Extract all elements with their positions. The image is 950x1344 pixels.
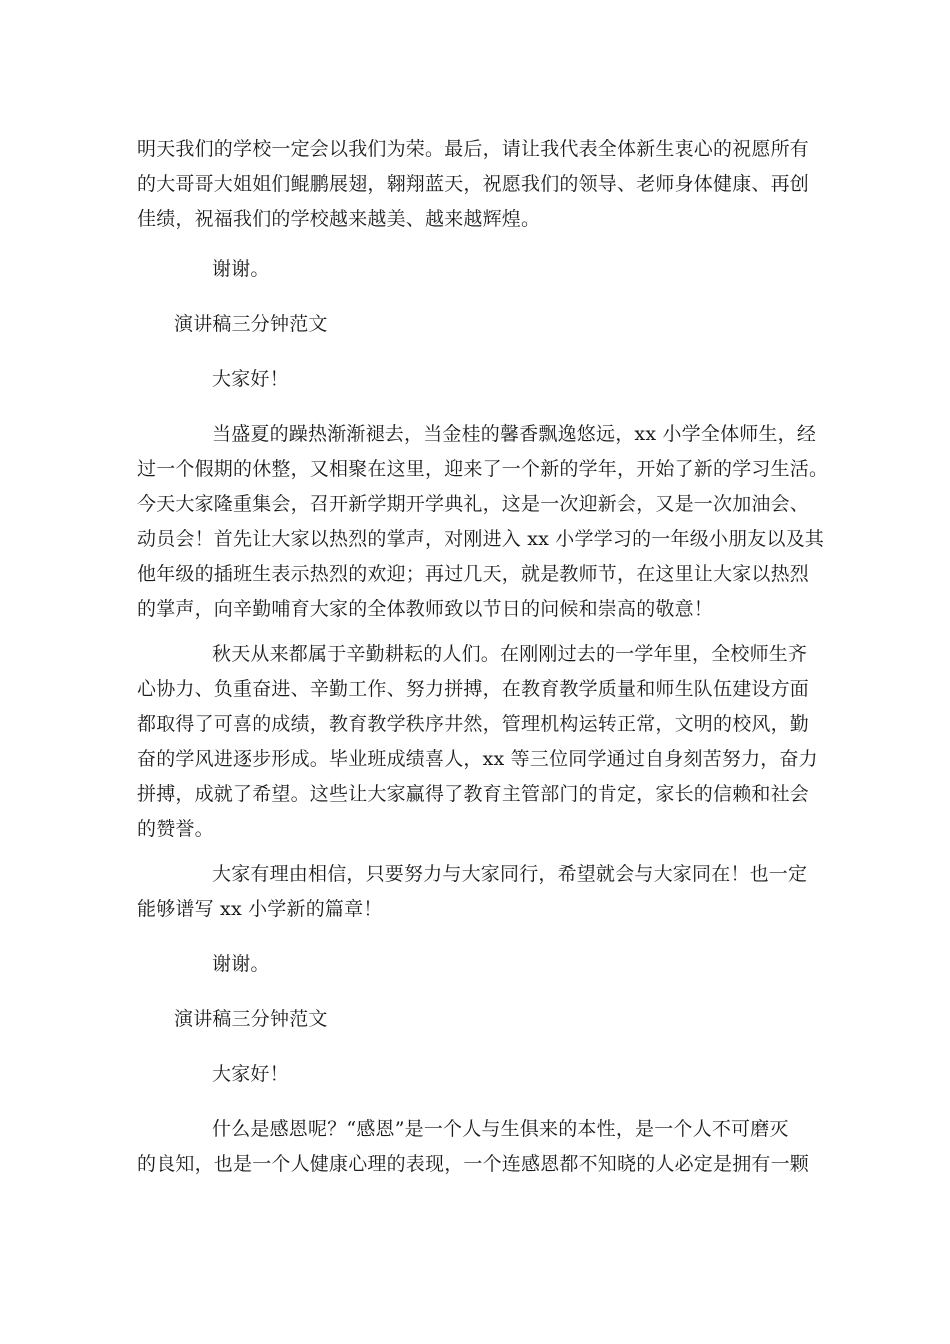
text-line: 的大哥哥大姐姐们鲲鹏展翅，翱翔蓝天，祝愿我们的领导、老师身体健康、再创 bbox=[137, 173, 810, 195]
section-title bbox=[174, 307, 850, 342]
text-line: 的赞誉。 bbox=[137, 818, 214, 840]
text-line: 大家有理由相信，只要努力与大家同行，希望就会与大家同在！也一定 bbox=[212, 863, 808, 885]
text-line: 谢谢。 bbox=[212, 953, 270, 975]
text-line: 演讲稿三分钟范文 bbox=[174, 313, 328, 335]
text-line: 心协力、负重奋进、辛勤工作、努力拼搏，在教育教学质量和师生队伍建设方面 bbox=[137, 678, 810, 700]
text-line: 明天我们的学校一定会以我们为荣。最后，请让我代表全体新生衷心的祝愿所有 bbox=[137, 138, 810, 160]
text-line: 的良知，也是一个人健康心理的表现，一个连感恩都不知晓的人必定是拥有一颗 bbox=[137, 1153, 810, 1175]
text-line: 大家好！ bbox=[212, 368, 289, 390]
paragraph-achievements bbox=[137, 637, 818, 847]
text-line: 都取得了可喜的成绩，教育教学秩序井然，管理机构运转正常，文明的校风，勤 bbox=[137, 713, 810, 735]
text-line: 奋的学风进逐步形成。毕业班成绩喜人，xx 等三位同学通过自身刻苦努力，奋力 bbox=[137, 748, 818, 770]
text-line: 大家好！ bbox=[212, 1063, 289, 1085]
text-line: 谢谢。 bbox=[212, 258, 270, 280]
closing-thanks bbox=[212, 252, 888, 287]
section-title bbox=[174, 1002, 850, 1037]
text-line: 动员会！首先让大家以热烈的掌声，对刚进入 xx 小学学习的一年级小朋友以及其 bbox=[137, 528, 825, 550]
text-line: 过一个假期的休整，又相聚在这里，迎来了一个新的学年，开始了新的学习生活。 bbox=[137, 458, 829, 480]
greeting bbox=[212, 1057, 888, 1092]
text-line: 今天大家隆重集会，召开新学期开学典礼，这是一次迎新会，又是一次加油会、 bbox=[137, 493, 810, 515]
text-line: 的掌声，向辛勤哺育大家的全体教师致以节日的问候和崇高的敬意！ bbox=[137, 598, 714, 620]
closing-thanks bbox=[212, 947, 888, 982]
text-line: 他年级的插班生表示热烈的欢迎；再过几天，就是教师节，在这里让大家以热烈 bbox=[137, 563, 810, 585]
text-line: 当盛夏的躁热渐渐褪去，当金桂的馨香飘逸悠远，xx 小学全体师生，经 bbox=[212, 423, 817, 445]
text-line: 佳绩，祝福我们的学校越来越美、越来越辉煌。 bbox=[137, 208, 541, 230]
paragraph-hope bbox=[137, 857, 813, 927]
paragraph-gratitude bbox=[137, 1112, 813, 1182]
greeting bbox=[212, 362, 888, 397]
text-line: 拼搏，成就了希望。这些让大家赢得了教育主管部门的肯定，家长的信赖和社会 bbox=[137, 783, 810, 805]
paragraph-opening bbox=[137, 417, 829, 627]
text-line: 能够谱写 xx 小学新的篇章！ bbox=[137, 898, 383, 920]
text-line: 演讲稿三分钟范文 bbox=[174, 1008, 328, 1030]
text-line: 秋天从来都属于辛勤耕耘的人们。在刚刚过去的一学年里，全校师生齐 bbox=[212, 643, 808, 665]
paragraph-conclusion bbox=[137, 132, 813, 237]
text-line: 什么是感恩呢？“感恩”是一个人与生俱来的本性，是一个人不可磨灭 bbox=[212, 1118, 789, 1140]
